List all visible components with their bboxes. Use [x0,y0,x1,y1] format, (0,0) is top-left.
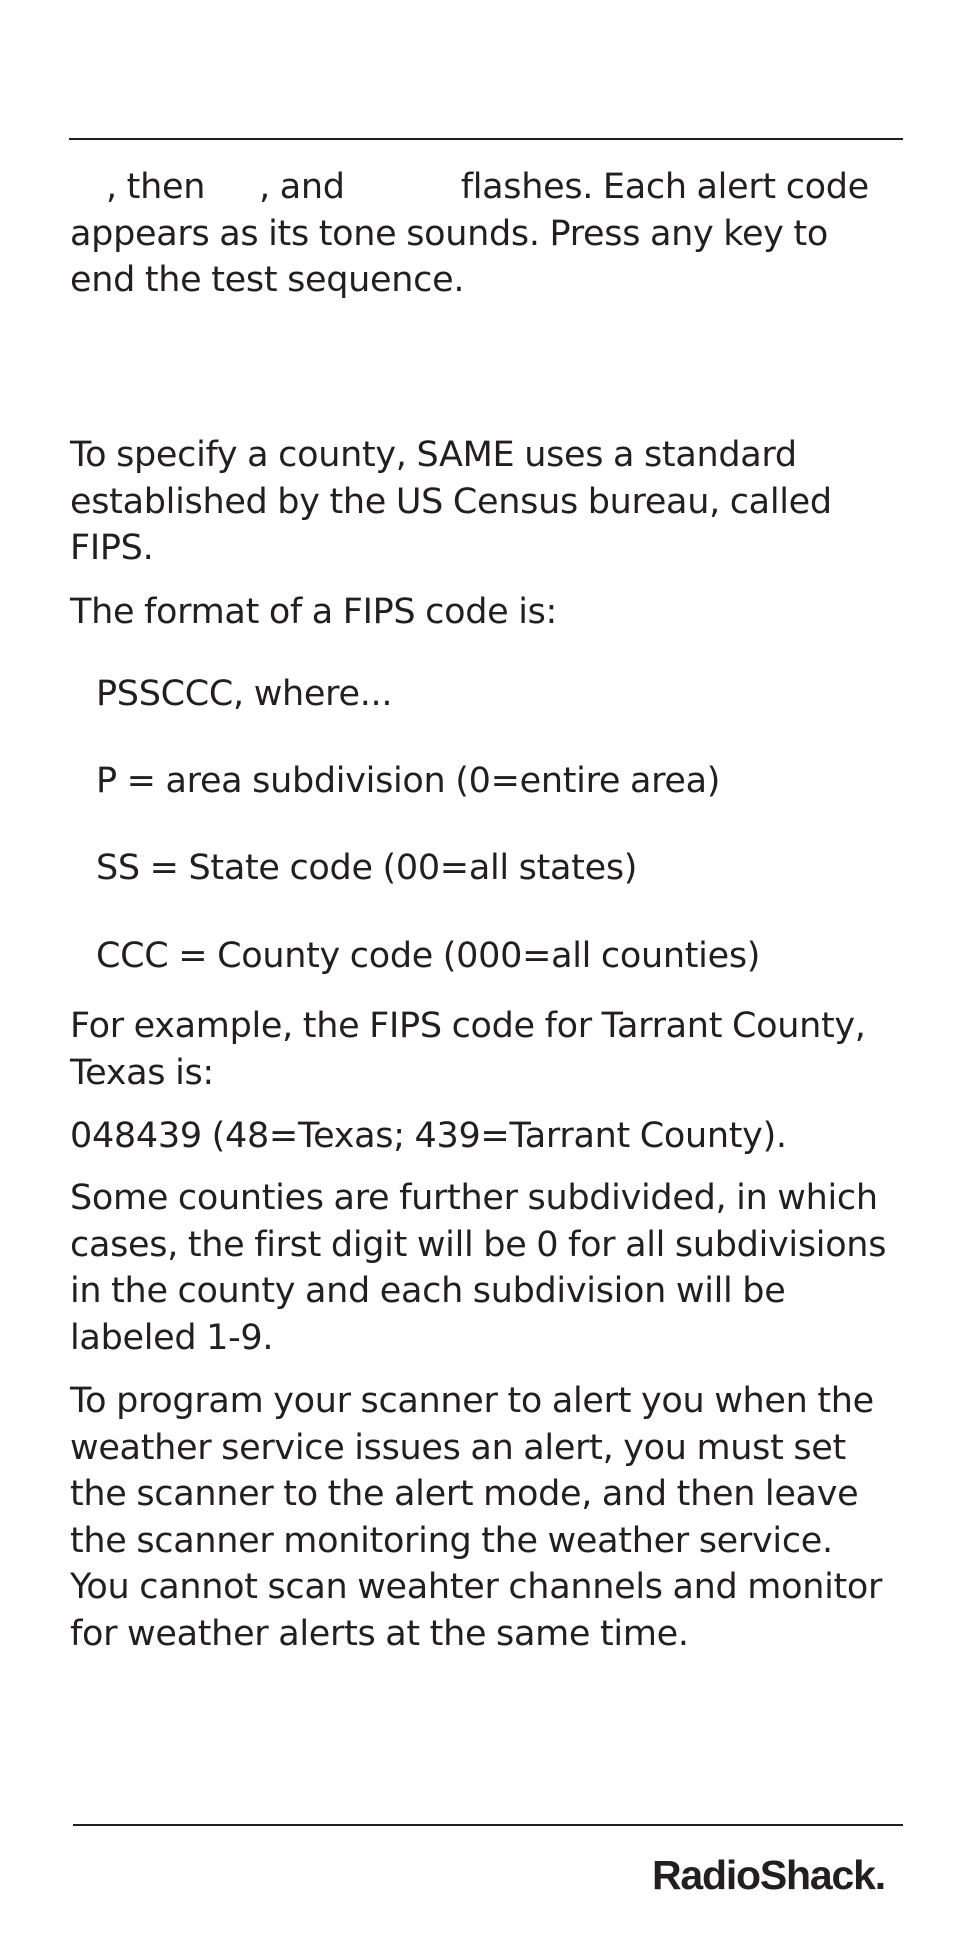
intro-rest: code appears as its tone sounds. Press any key to end the test sequence. [70,167,869,300]
intro-and: , and [259,167,345,207]
subdivision-paragraph: Some counties are further subdivided, in which cases, the first digit will be 0 for all subdivisions in the county and each subdivision will be labeled 1-9. [70,1178,887,1358]
example-intro: For example, the FIPS code for Tarrant County, Texas is: [70,1006,866,1093]
intro-then: , then [106,167,206,207]
radioshack-logo: RadioShack. [652,1852,885,1898]
fips-intro-paragraph: To specify a county, SAME uses a standard established by the US Census bureau, called FIPS. [70,435,832,568]
programming-paragraph: To program your scanner to alert you when the weather service issues an alert, you must set the scanner to the alert mode, and then leave the scanner monitoring the weather service. You cannot scan weahter channels and monitor for weather alerts at the same time. [70,1381,883,1654]
intro-paragraph [70,164,890,304]
fips-format: PSSCCC, where... [96,674,393,714]
bottom-rule [73,1824,903,1826]
fips-format-intro: The format of a FIPS code is: [70,592,558,632]
intro-flashes: flashes. Each alert [460,167,776,207]
example-code: 048439 (48=Texas; 439=Tarrant County). [70,1116,787,1156]
top-rule [69,138,903,140]
fips-def-ccc: CCC = County code (000=all counties) [96,936,761,976]
fips-def-p: P = area subdivision (0=entire area) [96,761,721,801]
fips-def-ss: SS = State code (00=all states) [96,848,638,888]
